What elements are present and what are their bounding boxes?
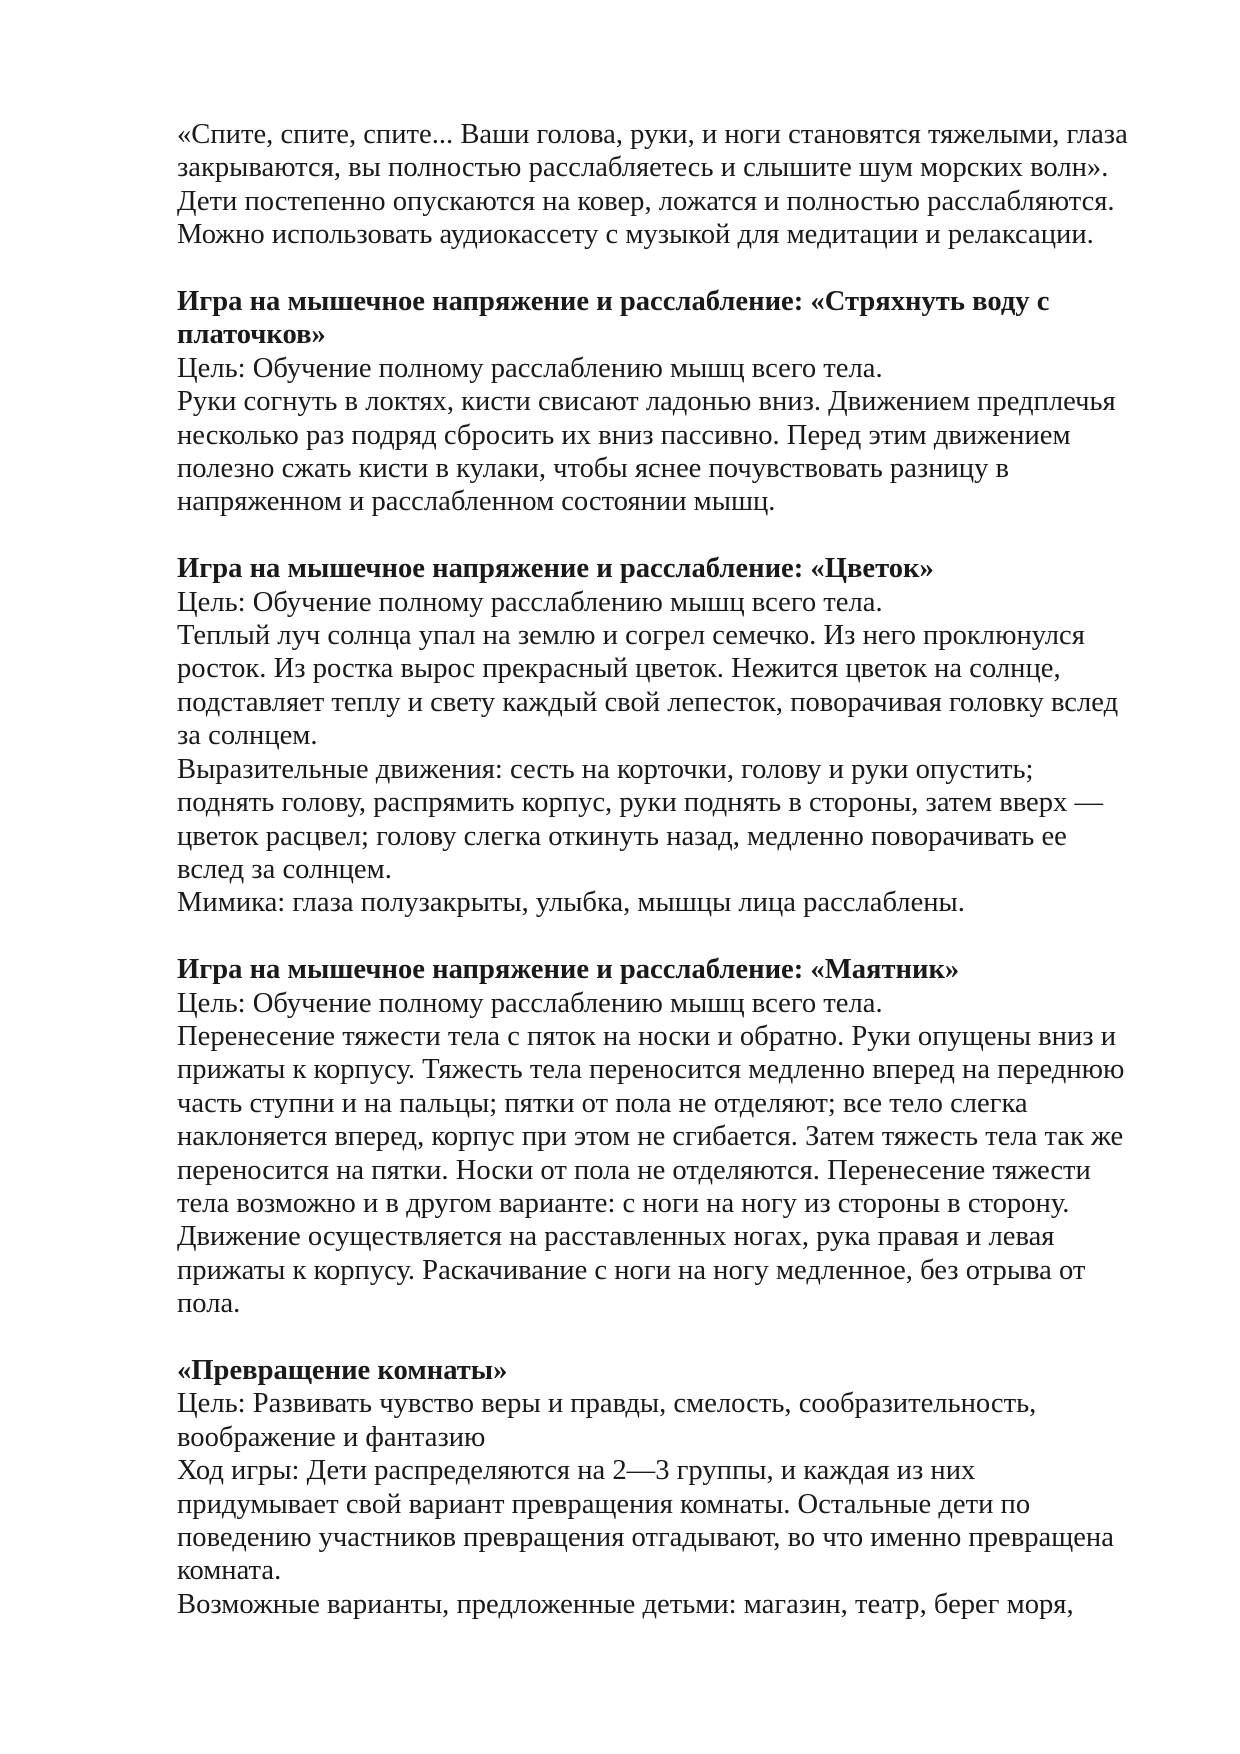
text-line: прижаты к корпусу. Тяжесть тела переносится медленно вперед на переднюю bbox=[177, 1054, 1125, 1086]
text-line: Выразительные движения: сесть на корточки, голову и руки опустить; bbox=[177, 753, 1034, 785]
text-line: напряженном и расслабленном состоянии мышц. bbox=[177, 486, 776, 518]
text-line: прижаты к корпусу. Раскачивание с ноги на ногу медленное, без отрыва от bbox=[177, 1254, 1086, 1286]
text-line: Дети постепенно опускаются на ковер, ложатся и полностью расслабляются. bbox=[177, 185, 1115, 217]
text-line: за солнцем. bbox=[177, 720, 318, 752]
text-line: Можно использовать аудиокассету с музыкой для медитации и релаксации. bbox=[177, 219, 1094, 251]
text-line: Цель: Обучение полному расслаблению мышц всего тела. bbox=[177, 352, 883, 384]
paragraph-spacer bbox=[177, 1321, 1167, 1354]
text-line: поведению участников превращения отгадывают, во что именно превращена bbox=[177, 1522, 1114, 1553]
section-room-transformation bbox=[177, 1354, 1167, 1621]
section-heading: платочков» bbox=[177, 319, 326, 351]
text-line: комната. bbox=[177, 1555, 282, 1587]
paragraph-spacer bbox=[177, 920, 1167, 953]
text-line: воображение и фантазию bbox=[177, 1421, 486, 1453]
page-content bbox=[177, 118, 1167, 1621]
section-heading: Игра на мышечное напряжение и расслабление: «Стряхнуть воду с bbox=[177, 286, 1050, 318]
section-pendulum bbox=[177, 953, 1167, 1320]
text-line: часть ступни и на пальцы; пятки от пола не отделяют; все тело слегка bbox=[177, 1087, 1028, 1119]
section-heading: «Превращение комнаты» bbox=[177, 1354, 508, 1386]
text-line: несколько раз подряд сбросить их вниз пассивно. Перед этим движением bbox=[177, 419, 1071, 451]
text-line: придумывает свой вариант превращения комнаты. Остальные дети по bbox=[177, 1488, 1031, 1520]
text-line: наклоняется вперед, корпус при этом не сгибается. Затем тяжесть тела так же bbox=[177, 1121, 1124, 1153]
text-line: Движение осуществляется на расставленных ногах, рука правая и левая bbox=[177, 1221, 1055, 1253]
section-heading: Игра на мышечное напряжение и расслабление: «Цветок» bbox=[177, 553, 934, 585]
text-line: тела возможно и в другом варианте: с ноги на ногу из стороны в сторону. bbox=[177, 1187, 1070, 1219]
text-line: «Спите, спите, спите... Ваши голова, руки, и ноги становятся тяжелыми, глаза bbox=[177, 119, 1128, 150]
text-line: поднять голову, распрямить корпус, руки поднять в стороны, затем вверх — bbox=[177, 787, 1104, 819]
text-line: подставляет теплу и свету каждый свой лепесток, поворачивая головку вслед bbox=[177, 686, 1119, 718]
text-line: Мимика: глаза полузакрыты, улыбка, мышцы лица расслаблены. bbox=[177, 887, 965, 919]
section-heading: Игра на мышечное напряжение и расслабление: «Маятник» bbox=[177, 954, 960, 986]
text-line: Цель: Обучение полному расслаблению мышц всего тела. bbox=[177, 586, 883, 618]
text-line: переносится на пятки. Носки от пола не отделяются. Перенесение тяжести bbox=[177, 1154, 1091, 1186]
section-shake-water bbox=[177, 285, 1167, 519]
text-line: Цель: Развивать чувство веры и правды, смелость, сообразительность, bbox=[177, 1388, 1037, 1420]
text-line: росток. Из ростка вырос прекрасный цветок. Нежится цветок на солнце, bbox=[177, 653, 1061, 685]
text-line: полезно сжать кисти в кулаки, чтобы яснее почувствовать разницу в bbox=[177, 453, 1010, 485]
paragraph-spacer bbox=[177, 519, 1167, 552]
paragraph-spacer bbox=[177, 252, 1167, 285]
text-line: Ход игры: Дети распределяются на 2—3 группы, и каждая из них bbox=[177, 1455, 976, 1487]
intro-paragraph bbox=[177, 118, 1167, 252]
text-line: цветок расцвел; голову слегка откинуть назад, медленно поворачивать ее bbox=[177, 820, 1067, 852]
text-line: Теплый луч солнца упал на землю и согрел семечко. Из него проклюнулся bbox=[177, 620, 1085, 652]
section-flower bbox=[177, 552, 1167, 919]
text-line: Руки согнуть в локтях, кисти свисают ладонью вниз. Движением предплечья bbox=[177, 386, 1116, 418]
text-line: пола. bbox=[177, 1288, 241, 1320]
text-line: Возможные варианты, предложенные детьми: магазин, театр, берег моря, bbox=[177, 1588, 1074, 1620]
text-line: вслед за солнцем. bbox=[177, 853, 392, 885]
text-line: Цель: Обучение полному расслаблению мышц всего тела. bbox=[177, 987, 883, 1019]
text-line: закрываются, вы полностью расслабляетесь и слышите шум морских волн». bbox=[177, 152, 1109, 184]
text-line: Перенесение тяжести тела с пяток на носки и обратно. Руки опущены вниз и bbox=[177, 1020, 1117, 1052]
